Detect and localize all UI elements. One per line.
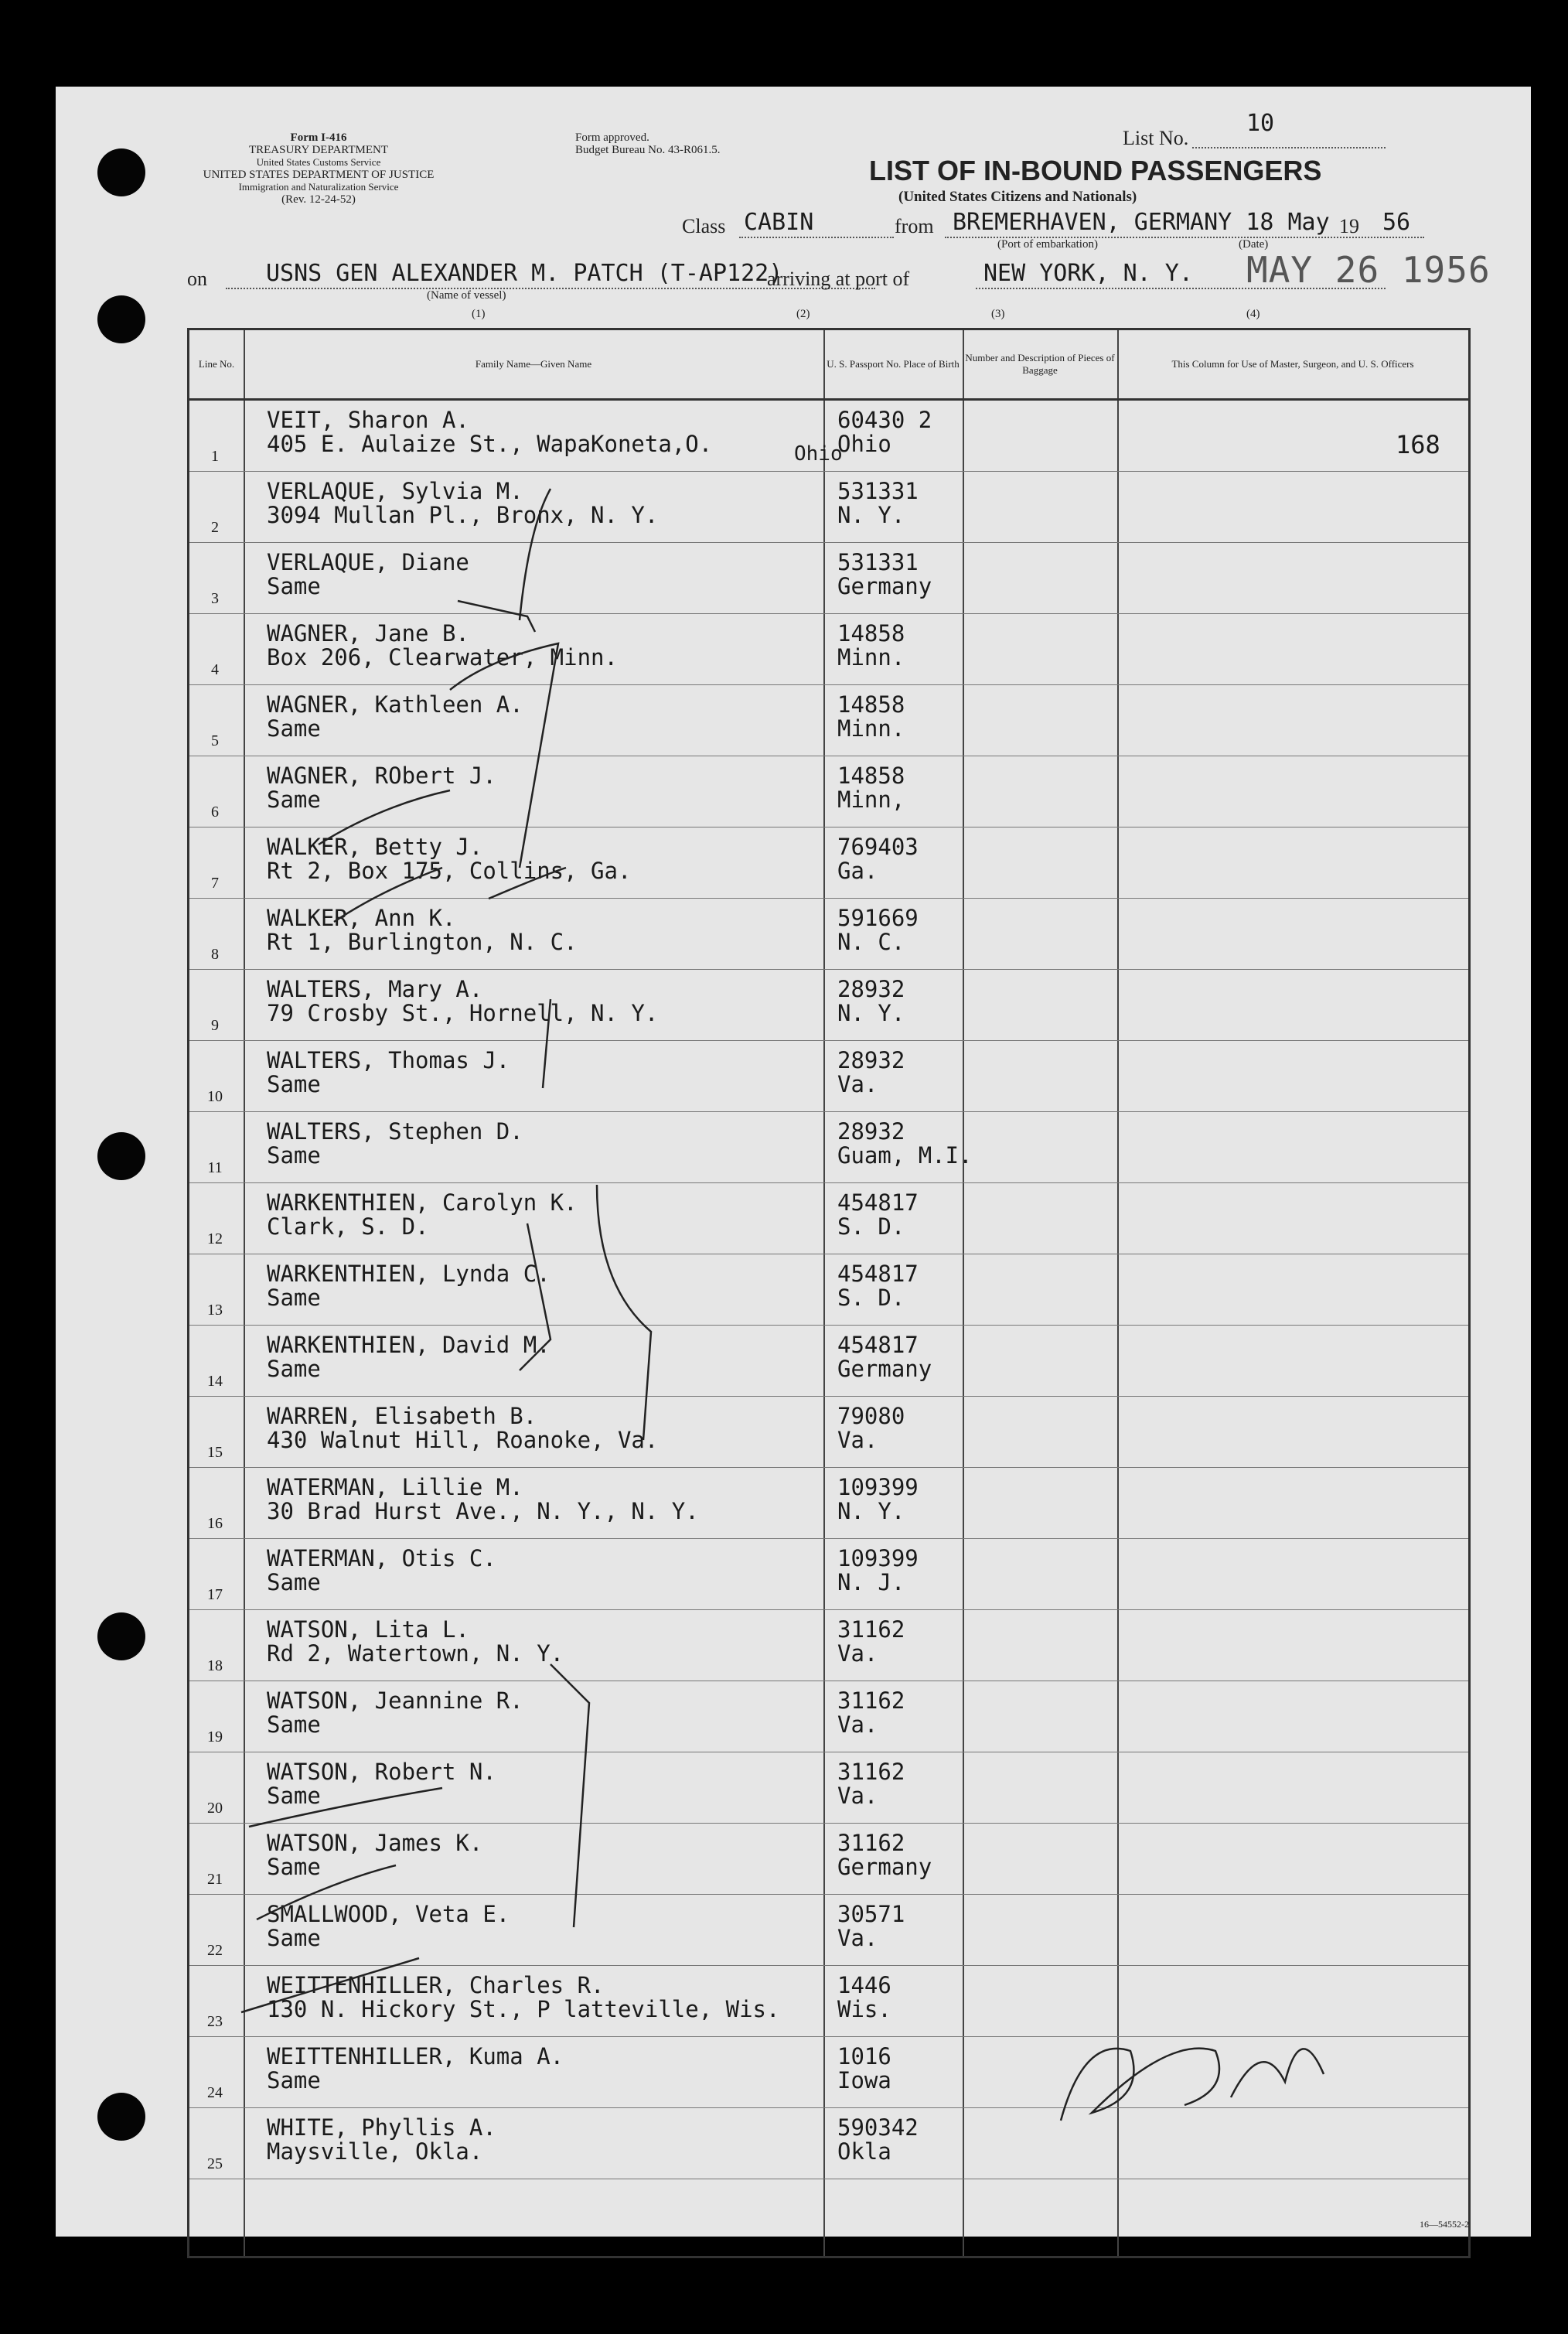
footer-code: 16—54552-2 — [1420, 2219, 1469, 2230]
passenger-address: Same — [267, 1783, 321, 1809]
punch-hole — [97, 1612, 145, 1660]
passport-number: 454817 — [837, 1189, 919, 1216]
form-agency-block — [172, 131, 465, 206]
table-row — [189, 614, 1468, 685]
passport-number: 14858 — [837, 691, 905, 718]
class-value: CABIN — [744, 209, 814, 236]
line-number: 24 — [207, 2084, 223, 2101]
arrival-date-stamp: MAY 26 1956 — [1246, 249, 1491, 291]
punch-hole — [97, 1132, 145, 1180]
budget-bureau: Budget Bureau No. 43-R061.5. — [575, 144, 721, 156]
line-number: 21 — [207, 1871, 223, 1888]
header-baggage: Number and Description of Pieces of Baggage — [965, 352, 1115, 376]
table-row — [189, 899, 1468, 970]
passenger-address: Same — [267, 1711, 321, 1738]
table-row — [189, 1824, 1468, 1895]
vessel-caption: (Name of vessel) — [427, 289, 506, 302]
place-of-birth: Guam, M.I. — [837, 1142, 973, 1169]
passport-number: 531331 — [837, 549, 919, 575]
place-of-birth: Minn. — [837, 715, 905, 742]
place-of-birth: Ohio — [837, 431, 891, 457]
passenger-address: 30 Brad Hurst Ave., N. Y., N. Y. — [267, 1498, 699, 1524]
passenger-name: WATSON, Jeannine R. — [267, 1687, 523, 1714]
line-number: 8 — [211, 946, 219, 963]
line-number: 4 — [211, 661, 219, 678]
place-of-birth: Va. — [837, 1640, 878, 1667]
line-number: 15 — [207, 1444, 223, 1461]
arriving-label: arriving at port of — [767, 268, 910, 290]
passenger-count-mark: 168 — [1396, 430, 1440, 459]
passport-number: 1016 — [837, 2043, 891, 2070]
passenger-name: WAGNER, Jane B. — [267, 620, 469, 647]
passenger-address: Same — [267, 2067, 321, 2093]
from-label: from — [895, 215, 934, 237]
passenger-name: WARKENTHIEN, Carolyn K. — [267, 1189, 578, 1216]
passport-number: 31162 — [837, 1830, 905, 1856]
line-number: 12 — [207, 1230, 223, 1247]
list-no-label: List No. — [1123, 127, 1189, 149]
line-number: 7 — [211, 875, 219, 892]
passenger-address: Maysville, Okla. — [267, 2138, 483, 2165]
place-of-birth: Ga. — [837, 858, 878, 884]
list-no-value: 10 — [1246, 110, 1275, 137]
passport-number: 454817 — [837, 1332, 919, 1358]
extra-state-note: Ohio — [794, 442, 843, 466]
passport-number: 28932 — [837, 976, 905, 1002]
class-label: Class — [682, 215, 726, 237]
port-embark-caption: (Port of embarkation) — [997, 238, 1098, 251]
place-of-birth: Iowa — [837, 2067, 891, 2093]
vessel-value: USNS GEN ALEXANDER M. PATCH (T-AP122) — [266, 260, 783, 287]
passenger-address: 3094 Mullan Pl., Bronx, N. Y. — [267, 502, 659, 528]
passenger-address: Same — [267, 573, 321, 599]
class-line — [739, 237, 894, 238]
header-passport: U. S. Passport No. Place of Birth — [827, 358, 960, 370]
form-approval — [575, 131, 776, 156]
passport-number: 28932 — [837, 1118, 905, 1145]
place-of-birth: Minn, — [837, 787, 905, 813]
col-ref-4: (4) — [1246, 308, 1260, 320]
passport-number: 769403 — [837, 834, 919, 860]
passport-number: 109399 — [837, 1474, 919, 1500]
passenger-address: Same — [267, 1285, 321, 1311]
line-number: 25 — [207, 2155, 223, 2172]
passport-number: 531331 — [837, 478, 919, 504]
punch-hole — [97, 295, 145, 343]
customs-service: United States Customs Service — [256, 156, 381, 168]
col-ref-1: (1) — [472, 308, 486, 320]
passenger-address: Same — [267, 715, 321, 742]
passenger-address: Same — [267, 1925, 321, 1951]
line-number: 16 — [207, 1515, 223, 1532]
table-row — [189, 827, 1468, 899]
line-number: 5 — [211, 732, 219, 749]
table-row — [189, 1895, 1468, 1966]
document-sheet — [56, 87, 1531, 2237]
punch-hole — [97, 2093, 145, 2141]
passport-number: 30571 — [837, 1901, 905, 1927]
place-of-birth: S. D. — [837, 1285, 905, 1311]
line-number: 10 — [207, 1088, 223, 1105]
table-row — [189, 970, 1468, 1041]
header-name: Family Name—Given Name — [475, 358, 592, 370]
passport-number: 1446 — [837, 1972, 891, 1998]
passenger-name: WARREN, Elisabeth B. — [267, 1403, 537, 1429]
passenger-name: WARKENTHIEN, Lynda C. — [267, 1261, 551, 1287]
line-number: 13 — [207, 1302, 223, 1319]
passport-number: 31162 — [837, 1687, 905, 1714]
table-row — [189, 1254, 1468, 1326]
header-officers: This Column for Use of Master, Surgeon, and U. S. Officers — [1171, 358, 1414, 370]
passenger-name: VEIT, Sharon A. — [267, 407, 469, 433]
date-caption: (Date) — [1239, 238, 1269, 251]
place-of-birth: N. J. — [837, 1569, 905, 1595]
table-row — [189, 1752, 1468, 1824]
place-of-birth: S. D. — [837, 1213, 905, 1240]
passenger-name: VERLAQUE, Sylvia M. — [267, 478, 523, 504]
passport-number: 60430 2 — [837, 407, 932, 433]
passenger-name: WARKENTHIEN, David M. — [267, 1332, 551, 1358]
year-label: 19 — [1339, 215, 1359, 237]
from-value: BREMERHAVEN, GERMANY 18 May — [953, 209, 1330, 236]
table-row — [189, 472, 1468, 543]
passenger-address: Clark, S. D. — [267, 1213, 429, 1240]
place-of-birth: Germany — [837, 573, 932, 599]
table-row — [189, 1397, 1468, 1468]
on-label: on — [187, 268, 207, 290]
line-number: 9 — [211, 1017, 219, 1034]
table-row — [189, 1183, 1468, 1254]
place-of-birth: Germany — [837, 1854, 932, 1880]
passenger-name: WAGNER, RObert J. — [267, 763, 496, 789]
table-row — [189, 1041, 1468, 1112]
table-row — [189, 1326, 1468, 1397]
ins-service: Immigration and Naturalization Service — [238, 181, 399, 193]
col-ref-3: (3) — [991, 308, 1005, 320]
passenger-name: WAGNER, Kathleen A. — [267, 691, 523, 718]
line-number: 2 — [211, 519, 219, 536]
passenger-address: Same — [267, 787, 321, 813]
table-row — [189, 2108, 1468, 2179]
passenger-name: WATERMAN, Otis C. — [267, 1545, 496, 1571]
passenger-name: WALKER, Ann K. — [267, 905, 456, 931]
punch-hole — [97, 148, 145, 196]
place-of-birth: N. Y. — [837, 1000, 905, 1026]
treasury-dept: TREASURY DEPARTMENT — [248, 144, 389, 156]
line-number: 22 — [207, 1942, 223, 1959]
passport-number: 79080 — [837, 1403, 905, 1429]
passenger-address: Rt 2, Box 175, Collins, Ga. — [267, 858, 632, 884]
place-of-birth: N. Y. — [837, 502, 905, 528]
passport-number: 31162 — [837, 1759, 905, 1785]
list-no-line — [1192, 147, 1386, 148]
passport-number: 454817 — [837, 1261, 919, 1287]
passenger-address: Same — [267, 1071, 321, 1097]
passport-number: 14858 — [837, 763, 905, 789]
passenger-address: Same — [267, 1356, 321, 1382]
passenger-name: SMALLWOOD, Veta E. — [267, 1901, 510, 1927]
passenger-address: Same — [267, 1569, 321, 1595]
line-number: 23 — [207, 2013, 223, 2030]
table-row — [189, 543, 1468, 614]
justice-dept: UNITED STATES DEPARTMENT OF JUSTICE — [203, 169, 435, 181]
header-line-no: Line No. — [198, 358, 235, 370]
passport-number: 28932 — [837, 1047, 905, 1073]
col-ref-2: (2) — [796, 308, 810, 320]
passenger-name: WALTERS, Mary A. — [267, 976, 483, 1002]
passport-number: 31162 — [837, 1616, 905, 1643]
passenger-table — [187, 328, 1471, 2258]
revision: (Rev. 12-24-52) — [281, 193, 356, 206]
passenger-name: VERLAQUE, Diane — [267, 549, 469, 575]
place-of-birth: Okla — [837, 2138, 891, 2165]
passenger-address: Rd 2, Watertown, N. Y. — [267, 1640, 564, 1667]
line-number: 11 — [207, 1159, 223, 1176]
passenger-address: 130 N. Hickory St., P latteville, Wis. — [267, 1996, 780, 2022]
passenger-name: WALTERS, Stephen D. — [267, 1118, 523, 1145]
line-number: 17 — [207, 1586, 223, 1603]
passenger-address: Same — [267, 1142, 321, 1169]
line-number: 14 — [207, 1373, 223, 1390]
passenger-address: Same — [267, 1854, 321, 1880]
line-number: 3 — [211, 590, 219, 607]
table-row — [189, 685, 1468, 756]
place-of-birth: Va. — [837, 1427, 878, 1453]
table-row — [189, 756, 1468, 827]
form-number: Form I-416 — [290, 131, 347, 144]
passenger-name: WALTERS, Thomas J. — [267, 1047, 510, 1073]
place-of-birth: Va. — [837, 1711, 878, 1738]
passenger-name: WATSON, Robert N. — [267, 1759, 496, 1785]
year-value: 56 — [1382, 209, 1411, 236]
table-row — [189, 1468, 1468, 1539]
line-number: 1 — [211, 448, 219, 465]
table-row — [189, 2037, 1468, 2108]
place-of-birth: Va. — [837, 1925, 878, 1951]
place-of-birth: Va. — [837, 1783, 878, 1809]
passport-number: 109399 — [837, 1545, 919, 1571]
place-of-birth: N. C. — [837, 929, 905, 955]
table-row — [189, 401, 1468, 472]
passenger-name: WEITTENHILLER, Charles R. — [267, 1972, 605, 1998]
table-row — [189, 1681, 1468, 1752]
place-of-birth: Germany — [837, 1356, 932, 1382]
passenger-name: WATSON, Lita L. — [267, 1616, 469, 1643]
passenger-name: WEITTENHILLER, Kuma A. — [267, 2043, 564, 2070]
line-number: 18 — [207, 1657, 223, 1674]
passenger-address: Box 206, Clearwater, Minn. — [267, 644, 618, 671]
passenger-address: Rt 1, Burlington, N. C. — [267, 929, 578, 955]
place-of-birth: Va. — [837, 1071, 878, 1097]
document-subtitle: (United States Citizens and Nationals) — [898, 189, 1137, 205]
table-row — [189, 1539, 1468, 1610]
place-of-birth: Minn. — [837, 644, 905, 671]
document-title: LIST OF IN-BOUND PASSENGERS — [869, 155, 1322, 186]
passenger-name: WALKER, Betty J. — [267, 834, 483, 860]
line-number: 19 — [207, 1728, 223, 1745]
passenger-name: WATERMAN, Lillie M. — [267, 1474, 523, 1500]
form-approved: Form approved. — [575, 131, 649, 144]
place-of-birth: N. Y. — [837, 1498, 905, 1524]
place-of-birth: Wis. — [837, 1996, 891, 2022]
passenger-address: 79 Crosby St., Hornell, N. Y. — [267, 1000, 659, 1026]
table-row — [189, 1966, 1468, 2037]
passport-number: 14858 — [837, 620, 905, 647]
table-row — [189, 1610, 1468, 1681]
port-value: NEW YORK, N. Y. — [983, 260, 1193, 287]
line-number: 20 — [207, 1800, 223, 1817]
passenger-rows — [189, 401, 1468, 2256]
table-row — [189, 1112, 1468, 1183]
passport-number: 591669 — [837, 905, 919, 931]
passenger-address: 405 E. Aulaize St., WapaKoneta,O. — [267, 431, 713, 457]
line-number: 6 — [211, 804, 219, 821]
passenger-name: WHITE, Phyllis A. — [267, 2114, 496, 2141]
passenger-address: 430 Walnut Hill, Roanoke, Va. — [267, 1427, 659, 1453]
passport-number: 590342 — [837, 2114, 919, 2141]
passenger-name: WATSON, James K. — [267, 1830, 483, 1856]
